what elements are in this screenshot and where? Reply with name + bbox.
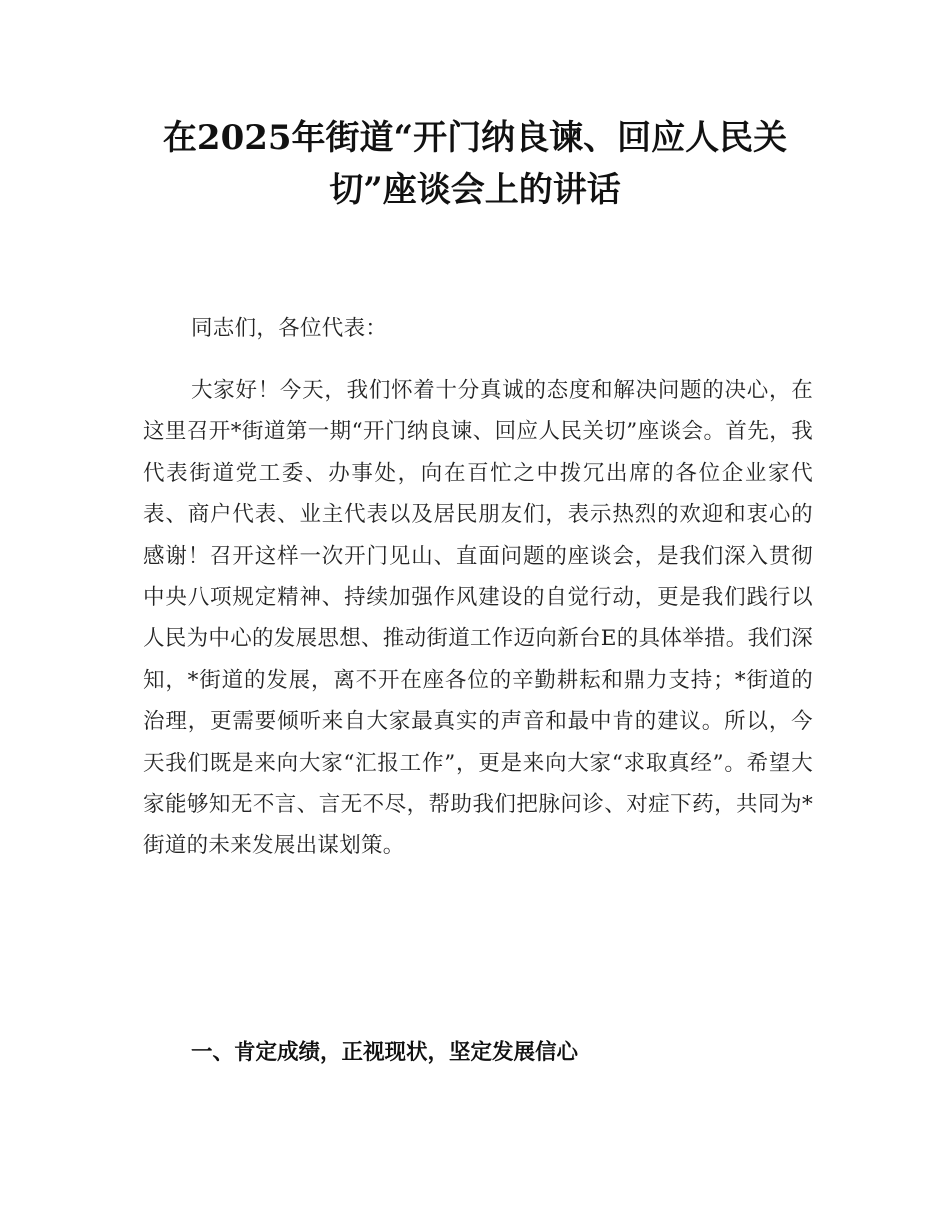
document-title [140,112,810,216]
title-line-2: 切”座谈会上的讲话 [329,170,621,210]
section-heading-1: 一、肯定成绩，正视现状，坚定发展信心 [191,1040,579,1065]
salutation: 同志们，各位代表： [191,316,388,341]
opening-paragraph: 大家好！今天，我们怀着十分真诚的态度和解决问题的决心，在这里召开*街道第一期“开门纳良谏、回应人民关切”座谈会。首先，我代表街道党工委、办事处，向在百忙之中拨冗出席的各位企业家代表、商户代表、业主代表以及居民朋友们，表示热烈的欢迎和衷心的感谢！召开这样一次开门见山、直面问题的座谈会，是我们深入贯彻中央八项规定精神、持续加强作风建设的自觉行动，更是我们践行以人民为中心的发展思想、推动街道工作迈向新台E的具体举措。我们深知，*街道的发展，离不开在座各位的辛勤耕耘和鼎力支持；*街道的治理，更需要倾听来自大家最真实的声音和最中肯的建议。所以，今天我们既是来向大家“汇报工作”，更是来向大家“求取真经”。希望大家能够知无不言、言无不尽，帮助我们把脉问诊、对症下药，共同为*街道的未来发展出谋划策。 [143,378,813,859]
title-line-1: 在2025年街道“开门纳良谏、回应人民关 [162,118,788,158]
